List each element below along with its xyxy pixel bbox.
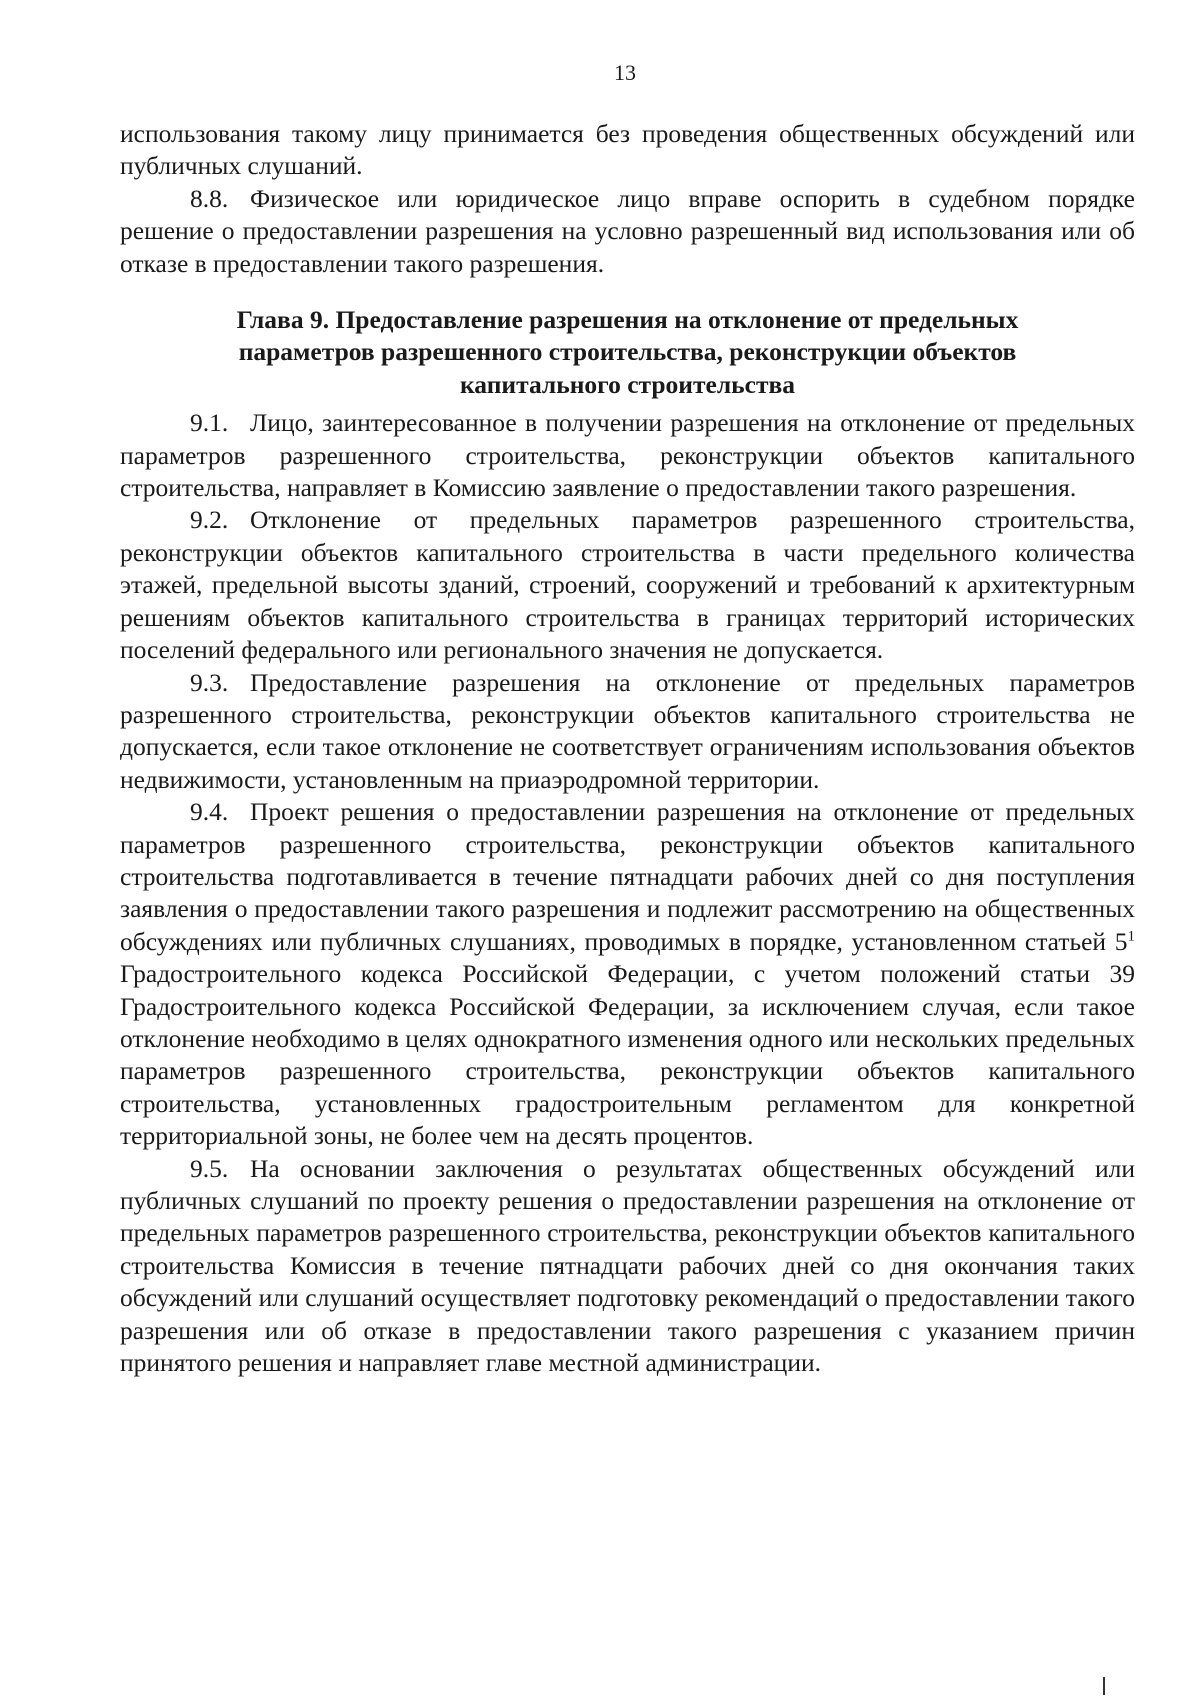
paragraph-text: Отклонение от предельных параметров разрешенного строительства, реконструкции объектов капитального строительства в части предельного количества этажей, предельной высоты зданий, строений, сооружений и требований к архитектурным решениям объектов капитального строительства в границах территорий исторических поселений федерального или регионального значения не допускается.: [120, 505, 1135, 665]
paragraph-8-8: [120, 183, 1135, 280]
paragraph-9-2: [120, 504, 1135, 666]
paragraph-9-4: [120, 796, 1135, 1152]
page-number: 13: [614, 60, 636, 85]
paragraph-text: Проект решения о предоставлении разрешения на отклонение от предельных параметров разрешенного строительства, реконструкции объектов капитального строительства подготавливается в течение пятнадцати рабочих дней со дня поступления заявления о предоставлении такого разрешения и подлежит рассмотрению на общественных обсуждениях или публичных слушаниях, проводимых в порядке, установленном статьей 5: [120, 797, 1135, 956]
paragraph-text: Предоставление разрешения на отклонение от предельных параметров разрешенного строительства, реконструкции объектов капитального строительства не допускается, если такое отклонение не соответствует ограничениям использования объектов недвижимости, установленным на приаэродромной территории.: [120, 667, 1135, 794]
paragraph-text: Лицо, заинтересованное в получении разрешения на отклонение от предельных параметров разрешенного строительства, реконструкции объектов капитального строительства, направляет в Комиссию заявление о предоставлении такого разрешения.: [120, 408, 1135, 503]
superscript: 1: [1127, 928, 1135, 945]
document-body: [120, 118, 1135, 1379]
paragraph-number: 9.1.: [190, 408, 229, 438]
paragraph-text-continued: Градостроительного кодекса Российской Федерации, с учетом положений статьи 39 Градостроительного кодекса Российской Федерации, за исключением случая, если такое отклонение необходимо в целях однократного изменения одного или нескольких предельных параметров разрешенного строительства, реконструкции объектов капитального строительства, установленных градостроительным регламентом для конкретной территориальной зоны, не более чем на десять процентов.: [120, 959, 1135, 1151]
paragraph-number: 9.5.: [190, 1153, 229, 1183]
chapter-title: Глава 9. Предоставление разрешения на отклонение от предельных параметров разрешенного строительства, реконструкции объектов капитального строительства: [236, 305, 1019, 399]
paragraph-9-1: [120, 407, 1135, 504]
paragraph-text: На основании заключения о результатах общественных обсуждений или публичных слушаний по проекту решения о предоставлении разрешения на отклонение от предельных параметров разрешенного строительства, реконструкции объектов капитального строительства Комиссия в течение пятнадцати рабочих дней со дня окончания таких обсуждений или слушаний осуществляет подготовку рекомендаций о предоставлении такого разрешения или об отказе в предоставлении такого разрешения с указанием причин принятого решения и направляет главе местной администрации.: [120, 1153, 1135, 1378]
paragraph-number: 9.3.: [190, 667, 229, 697]
paragraph-number: 8.8.: [190, 183, 229, 213]
paragraph-9-3: [120, 667, 1135, 797]
paragraph-number: 9.4.: [190, 797, 229, 827]
paragraph-9-5: [120, 1153, 1135, 1380]
paragraph-continuation: использования такому лицу принимается без проведения общественных обсуждений или публичных слушаний.: [120, 119, 1135, 181]
paragraph-text: Физическое или юридическое лицо вправе оспорить в судебном порядке решение о предоставлении разрешения на условно разрешенный вид использования или об отказе в предоставлении такого разрешения.: [120, 183, 1135, 278]
paragraph-number: 9.2.: [190, 505, 229, 535]
scan-edge-mark: [1103, 1677, 1105, 1695]
